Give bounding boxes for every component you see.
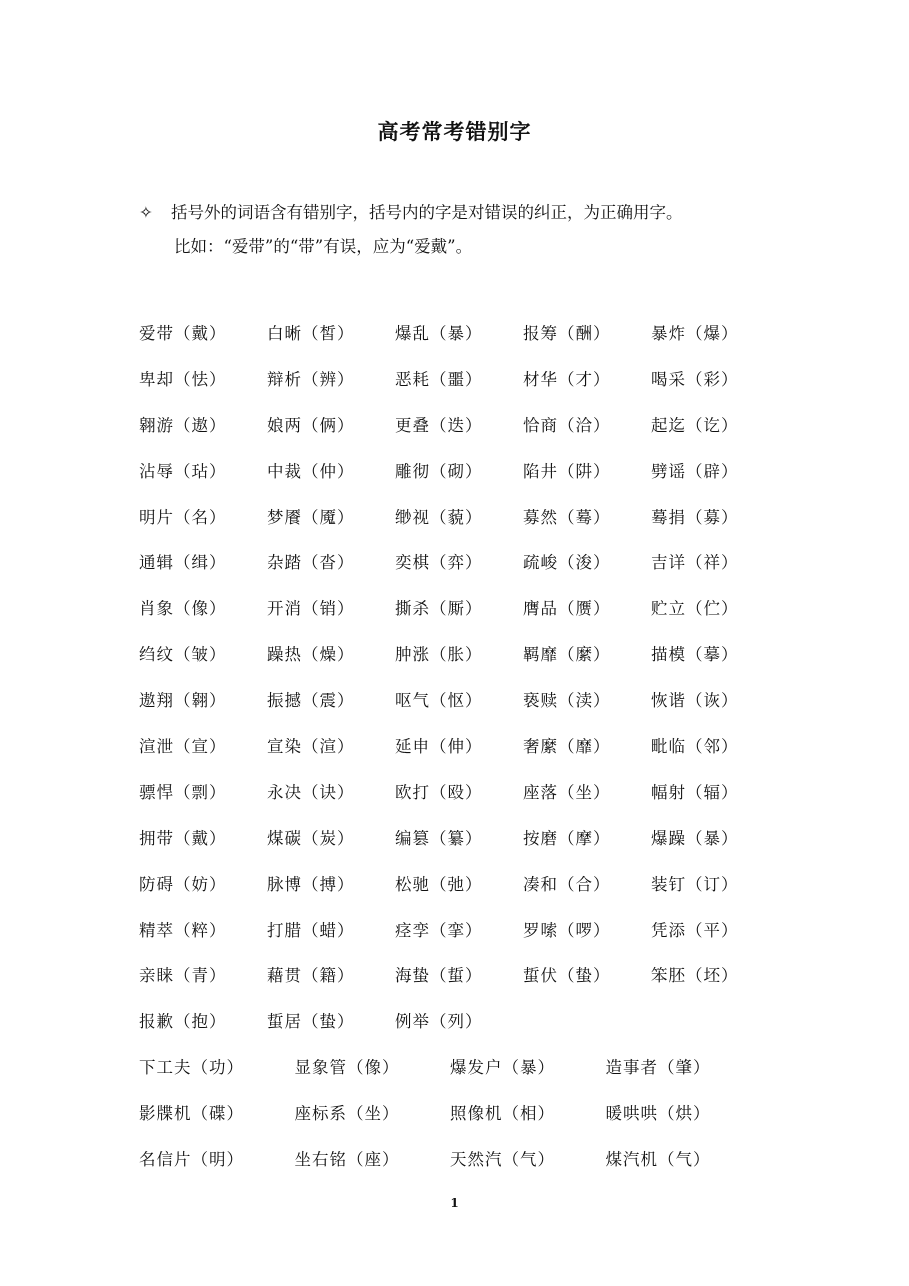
word-item: 拥带（戴） xyxy=(139,828,227,848)
word-item: 中裁（仲） xyxy=(267,461,355,481)
word-item: 沾辱（玷） xyxy=(139,461,227,481)
word-item: 梦餍（魇） xyxy=(267,507,355,527)
word-item: 呕气（怄） xyxy=(395,691,483,711)
word-row xyxy=(139,779,779,825)
word-item: 藉贯（籍） xyxy=(267,966,355,986)
word-item: 爆躁（暴） xyxy=(651,828,739,848)
word-row xyxy=(139,641,779,687)
word-item: 恶耗（噩） xyxy=(395,369,483,389)
word-item: 暴炸（爆） xyxy=(651,324,739,343)
word-item: 爱带（戴） xyxy=(139,324,227,343)
word-item: 起迄（讫） xyxy=(651,415,739,435)
word-row xyxy=(139,320,779,366)
word-row xyxy=(139,549,779,595)
word-item: 奢縻（靡） xyxy=(523,737,611,757)
word-row xyxy=(139,687,779,733)
word-item: 辩析（辨） xyxy=(267,369,355,389)
word-item: 躁热（燥） xyxy=(267,645,355,665)
word-item: 座落（坐） xyxy=(523,782,611,802)
word-row xyxy=(139,962,779,1008)
word-item: 松驰（弛） xyxy=(395,874,483,894)
word-item: 爆乱（暴） xyxy=(395,324,483,343)
word-row xyxy=(139,733,779,779)
word-item: 照像机（相） xyxy=(450,1104,555,1124)
intro-line-1 xyxy=(139,202,683,236)
word-item: 名信片（明） xyxy=(139,1150,244,1170)
word-item: 欧打（殴） xyxy=(395,782,483,802)
word-item: 贮立（伫） xyxy=(651,599,739,619)
word-item: 下工夫（功） xyxy=(139,1058,244,1078)
word-item: 笨胚（坯） xyxy=(651,966,739,986)
word-item: 疏峻（浚） xyxy=(523,553,611,573)
word-item: 打腊（蜡） xyxy=(267,920,355,940)
word-item: 报筹（酬） xyxy=(523,324,611,343)
word-item: 杂踏（沓） xyxy=(267,553,355,573)
word-row xyxy=(139,1054,779,1100)
page-number: 1 xyxy=(450,1196,459,1210)
word-item: 煤汽机（气） xyxy=(605,1150,711,1170)
word-item: 雕彻（砌） xyxy=(395,461,483,481)
word-item: 报歉（抱） xyxy=(139,1012,227,1032)
word-item: 描模（摹） xyxy=(651,645,739,665)
word-item: 恰商（洽） xyxy=(523,415,611,435)
word-item: 撕杀（厮） xyxy=(395,599,483,619)
word-row xyxy=(139,595,779,641)
word-row xyxy=(139,366,779,412)
word-item: 幅射（辐） xyxy=(651,782,739,802)
word-item: 缈视（藐） xyxy=(395,507,483,527)
word-item: 振撼（震） xyxy=(267,691,355,711)
word-item: 劈谣（辟） xyxy=(651,461,739,481)
intro-text-1: 括号外的词语含有错别字，括号内的字是对错误的纠正，为正确用字。 xyxy=(171,203,683,222)
word-item: 罗嗦（啰） xyxy=(523,920,611,940)
word-item: 亲睐（青） xyxy=(139,966,227,986)
word-item: 坐右铭（座） xyxy=(294,1150,400,1170)
word-row xyxy=(139,917,779,963)
word-item: 蜇伏（蛰） xyxy=(523,966,611,986)
word-item: 延申（伸） xyxy=(395,737,483,757)
word-item: 恢谐（诙） xyxy=(651,691,739,711)
word-item: 蓦捐（募） xyxy=(651,507,739,527)
word-item: 毗临（邻） xyxy=(651,737,739,757)
word-row xyxy=(139,412,779,458)
word-item: 明片（名） xyxy=(139,507,227,527)
word-item: 卑却（怯） xyxy=(139,369,227,389)
word-item: 娘两（俩） xyxy=(267,415,355,435)
word-item: 造事者（肇） xyxy=(605,1058,711,1078)
word-item: 天然汽（气） xyxy=(450,1150,555,1170)
word-item: 暖哄哄（烘） xyxy=(605,1104,711,1124)
word-item: 肖象（像） xyxy=(139,599,227,619)
word-item: 煤碳（炭） xyxy=(267,828,355,848)
word-item: 永决（诀） xyxy=(267,782,355,802)
word-item: 膺品（赝） xyxy=(523,599,611,619)
word-item: 募然（蓦） xyxy=(523,507,611,527)
word-item: 更叠（迭） xyxy=(395,415,483,435)
word-item: 遨翔（翱） xyxy=(139,691,227,711)
word-item: 防碍（妨） xyxy=(139,874,227,894)
word-item: 喝采（彩） xyxy=(651,369,739,389)
word-item: 骠悍（剽） xyxy=(139,782,227,802)
word-item: 显象管（像） xyxy=(294,1058,400,1078)
word-item: 编篡（纂） xyxy=(395,828,483,848)
word-item: 痉孪（挛） xyxy=(395,920,483,940)
word-item: 座标系（坐） xyxy=(294,1104,400,1124)
word-item: 渲泄（宣） xyxy=(139,737,227,757)
page-title: 高考常考错别字 xyxy=(377,120,532,144)
word-item: 影牒机（碟） xyxy=(139,1104,244,1124)
word-item: 绉纹（皱） xyxy=(139,645,227,665)
word-item: 羁靡（縻） xyxy=(523,645,611,665)
word-item: 通辑（缉） xyxy=(139,553,227,573)
word-item: 凭添（平） xyxy=(651,920,739,940)
word-item: 翱游（遨） xyxy=(139,415,227,435)
word-item: 白晰（皙） xyxy=(267,324,355,343)
intro-line-2: 比如：“爱带”的“带”有误，应为“爱戴”。 xyxy=(174,237,473,256)
word-item: 吉详（祥） xyxy=(651,553,739,573)
word-item: 奕棋（弈） xyxy=(395,553,483,573)
word-item: 爆发户（暴） xyxy=(450,1058,555,1078)
word-item: 陷井（阱） xyxy=(523,461,611,481)
word-item: 材华（才） xyxy=(523,369,611,389)
word-item: 亵赎（渎） xyxy=(523,691,611,711)
word-item: 蜇居（蛰） xyxy=(267,1012,355,1032)
word-item: 宣染（渲） xyxy=(267,737,355,757)
word-list xyxy=(139,320,779,1192)
word-item: 按磨（摩） xyxy=(523,828,611,848)
word-row xyxy=(139,504,779,550)
word-row xyxy=(139,1008,779,1054)
word-row xyxy=(139,1100,779,1146)
word-row xyxy=(139,825,779,871)
word-item: 肿涨（胀） xyxy=(395,645,483,665)
word-row xyxy=(139,1146,779,1192)
diamond-bullet-icon: ✧ xyxy=(139,203,153,222)
intro xyxy=(139,202,683,270)
word-item: 装钉（订） xyxy=(651,874,739,894)
word-item: 例举（列） xyxy=(395,1012,483,1032)
word-item: 精萃（粹） xyxy=(139,920,227,940)
word-item: 脉博（搏） xyxy=(267,874,355,894)
word-item: 海蛰（蜇） xyxy=(395,966,483,986)
word-row xyxy=(139,871,779,917)
word-item: 凑和（合） xyxy=(523,874,611,894)
word-item: 开消（销） xyxy=(267,599,355,619)
word-row xyxy=(139,458,779,504)
